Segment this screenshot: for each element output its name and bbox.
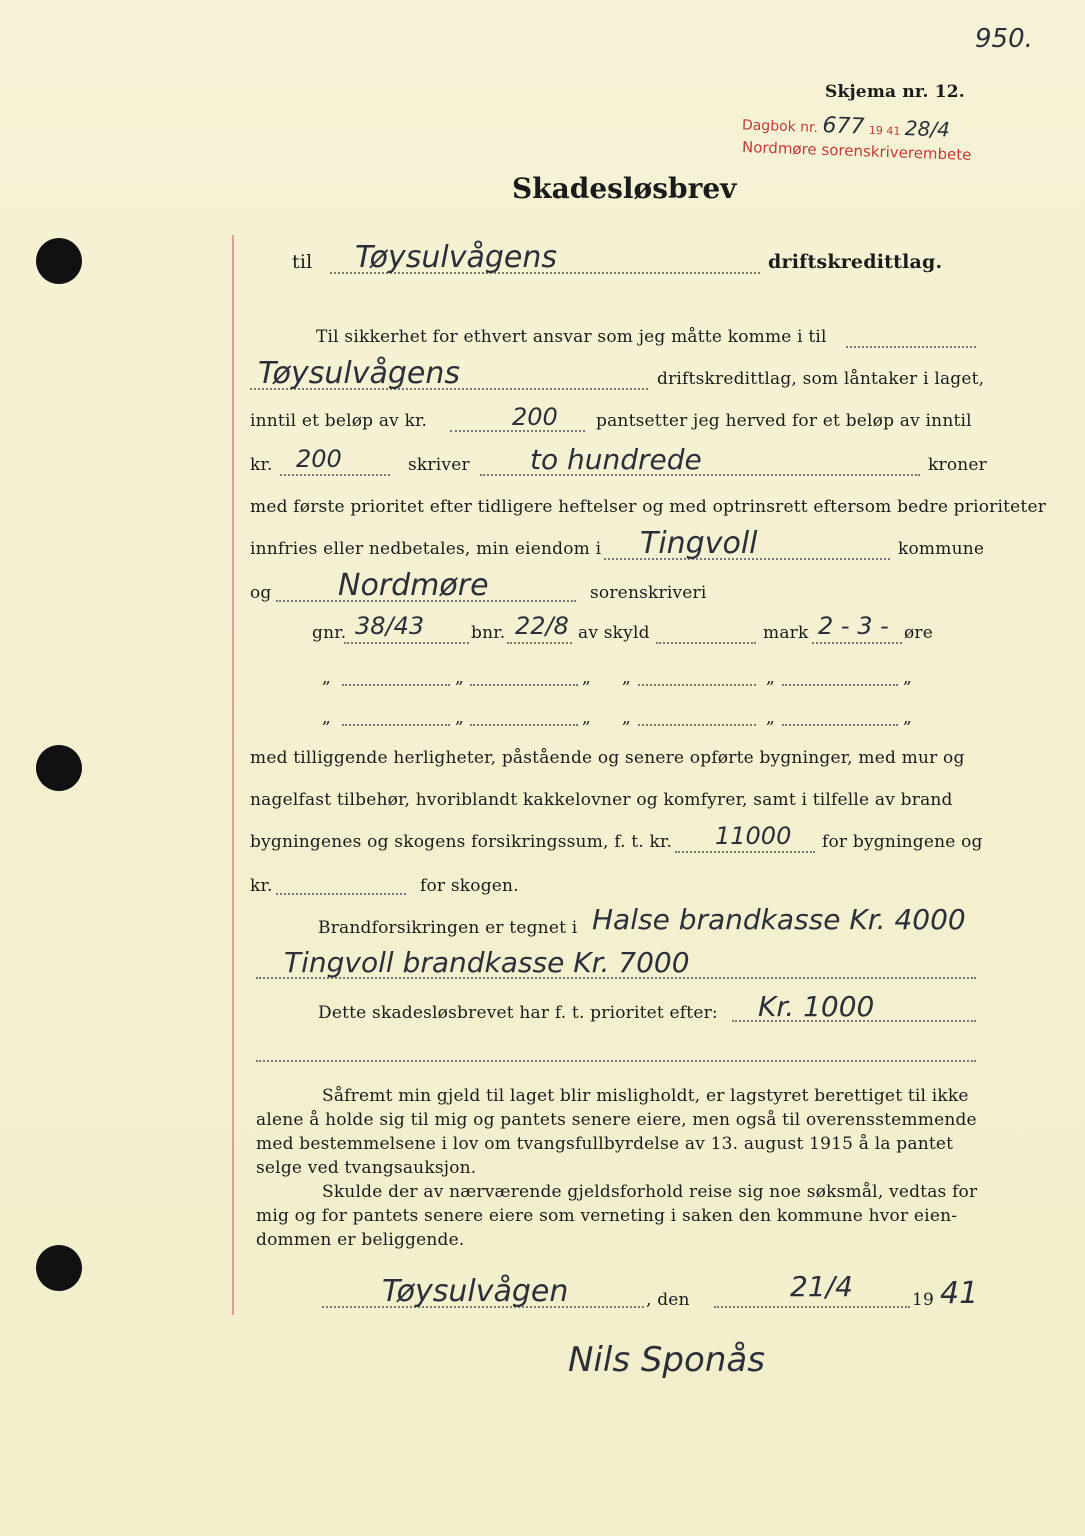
prioritet-label: Dette skadesløsbrevet har f. t. prioritet efter:	[318, 1003, 718, 1023]
body-line3a: bygningenes og skogens forsikringssum, f. t. kr.	[250, 832, 673, 852]
stamp-line1	[742, 110, 951, 142]
ditto-mark: „	[322, 708, 332, 728]
til-label: til	[292, 251, 313, 273]
ditto-mark: „	[322, 668, 332, 688]
intro-skriver: skriver	[408, 455, 470, 475]
body-kr: kr.	[250, 876, 273, 896]
ditto-mark: „	[582, 668, 592, 688]
punch-hole-top	[36, 238, 82, 284]
til-name: Tøysulvågens	[355, 240, 557, 275]
form-label: Skjema nr. 12.	[825, 82, 965, 102]
intro-kr: kr.	[250, 455, 273, 475]
page-number: 950.	[975, 24, 1033, 54]
insurance-amount: 11000	[715, 822, 792, 850]
intro-kommune: kommune	[898, 539, 985, 559]
bnr-value: 22/8	[515, 612, 569, 640]
intro-line3b: pantsetter jeg herved for et beløp av inntil	[596, 411, 972, 431]
signature-den: , den	[646, 1290, 690, 1310]
ditto-mark: „	[766, 668, 776, 688]
signature-name: Nils Sponås	[568, 1340, 765, 1380]
gnr-label: gnr.	[312, 623, 347, 643]
punch-hole-middle	[36, 745, 82, 791]
til-suffix: driftskredittlag.	[768, 251, 943, 273]
legal-p1-l2: alene å holde sig til mig og pantets senere eiere, men også til overensstemmende	[256, 1110, 977, 1130]
signature-year-prefix: 19	[912, 1290, 935, 1310]
lag-name: Tøysulvågens	[258, 356, 460, 391]
body-line4b: for skogen.	[420, 876, 519, 896]
brand-value1: Halse brandkasse Kr. 4000	[592, 903, 966, 936]
legal-p1-l3: med bestemmelsene i lov om tvangsfullbyrdelse av 13. august 1915 å la pantet	[256, 1134, 954, 1154]
ditto-mark: „	[903, 708, 913, 728]
body-line3b: for bygningene og	[822, 832, 983, 852]
legal-p2-l2: mig og for pantets senere eiere som verneting i saken den kommune hvor eien-	[256, 1206, 958, 1226]
body-line2: nagelfast tilbehør, hvoriblandt kakkelovner og komfyrer, samt i tilfelle av brand	[250, 790, 953, 810]
brand-value2: Tingvoll brandkasse Kr. 7000	[284, 946, 690, 979]
stamp-prefix: Dagbok nr.	[741, 117, 819, 137]
ditto-mark: „	[766, 708, 776, 728]
ditto-mark: „	[455, 668, 465, 688]
intro-og: og	[250, 583, 272, 603]
stamp-date: 28/4	[904, 116, 951, 142]
legal-p1-l1: Såfremt min gjeld til laget blir misligholdt, er lagstyret berettiget til ikke	[322, 1086, 969, 1106]
intro-line5: med første prioritet efter tidligere heftelser og med optrinsrett eftersom bedre prioriteter	[250, 497, 1047, 517]
intro-kroner: kroner	[928, 455, 987, 475]
ditto-mark: „	[455, 708, 465, 728]
intro-sorenskriveri: sorenskriveri	[590, 583, 707, 603]
sorenskriveri-name: Nordmøre	[338, 568, 489, 603]
bnr-label: bnr.	[471, 623, 506, 643]
ditto-mark: „	[582, 708, 592, 728]
intro-line3a: inntil et beløp av kr.	[250, 411, 428, 431]
intro-line6a: innfries eller nedbetales, min eiendom i	[250, 539, 602, 559]
ditto-mark: „	[903, 668, 913, 688]
signature-year-suffix: 41	[940, 1276, 979, 1311]
amount1: 200	[512, 403, 558, 431]
signature-place: Tøysulvågen	[382, 1274, 569, 1309]
mark-value: 2 - 3 -	[818, 612, 889, 640]
legal-p2-l1: Skulde der av nærværende gjeldsforhold reise sig noe søksmål, vedtas for	[322, 1182, 978, 1202]
body-line1: med tilliggende herligheter, påstående og senere opførte bygninger, med mur og	[250, 748, 965, 768]
ditto-mark: „	[622, 708, 632, 728]
legal-p1-l4: selge ved tvangsauksjon.	[256, 1158, 477, 1178]
signature-date: 21/4	[790, 1270, 853, 1303]
intro-line2: driftskredittlag, som låntaker i laget,	[657, 369, 985, 389]
intro-line1: Til sikkerhet for ethvert ansvar som jeg måtte komme i til	[316, 327, 827, 347]
brand-label: Brandforsikringen er tegnet i	[318, 918, 578, 938]
kommune-name: Tingvoll	[640, 526, 758, 561]
skyld-label: av skyld	[578, 623, 650, 643]
gnr-value: 38/43	[355, 612, 425, 640]
prioritet-value: Kr. 1000	[758, 990, 875, 1023]
document-title: Skadesløsbrev	[512, 172, 737, 205]
stamp-number: 677	[822, 113, 865, 140]
stamp-line2: Nordmøre sorenskriverembete	[741, 138, 972, 164]
ore-label: øre	[904, 623, 934, 643]
legal-p2-l3: dommen er beliggende.	[256, 1230, 465, 1250]
stamp-year: 19 41	[868, 123, 901, 138]
mark-label: mark	[763, 623, 809, 643]
amount2: 200	[296, 445, 342, 473]
margin-rule	[232, 235, 234, 1315]
punch-hole-bottom	[36, 1245, 82, 1291]
amount-words: to hundrede	[530, 443, 702, 476]
ditto-mark: „	[622, 668, 632, 688]
